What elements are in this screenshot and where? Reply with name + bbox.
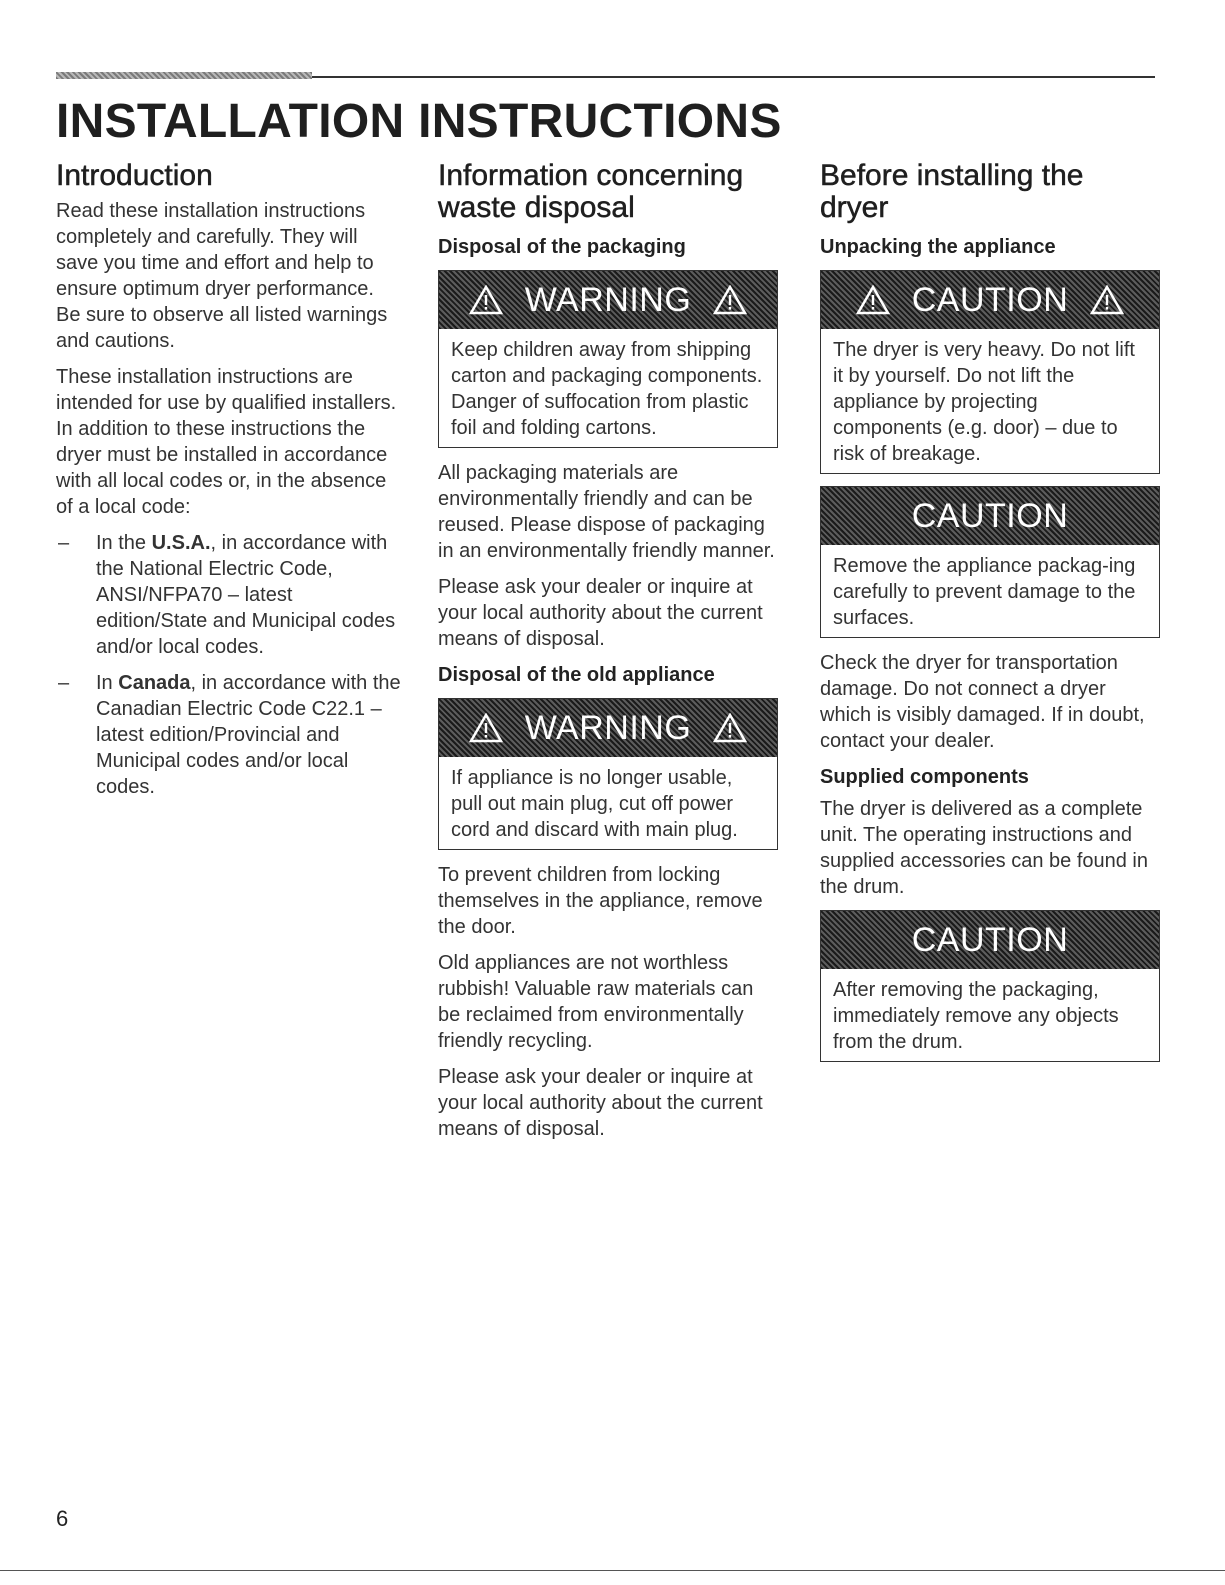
warning-triangle-icon [469,713,503,743]
page-title: INSTALLATION INSTRUCTIONS [56,95,782,148]
list-text: , in accordance with the National Electric Code, ANSI/NFPA70 – latest edition/State and Municipal codes and/or local codes. [96,532,396,658]
warning-triangle-icon [1090,285,1124,315]
bottom-rule [0,1570,1225,1571]
list-dash: – [58,672,70,694]
intro-paragraph-2: These installation instructions are intended for use by qualified installers. In addition to these instructions the dryer must be installed in accordance with all local codes or, in the absence of a local code: [56,366,397,518]
warning-triangle-icon [713,713,747,743]
list-dash: – [58,532,70,554]
column-introduction [56,160,401,810]
list-bold-text: U.S.A. [151,532,211,554]
subheading-supplied-components: Supplied components [820,766,1029,788]
section-heading-before-installing: Before installing the dryer [820,159,1084,224]
caution-header [821,487,1159,545]
list-bold-text: Canada [118,672,191,694]
caution-body [821,329,1159,473]
recycling-paragraph: Old appliances are not worthless rubbish! Valuable raw materials can be reclaimed from environmentally friendly recycling. [438,952,754,1052]
list-item [56,670,401,800]
caution-box [820,270,1160,474]
caution-text: After removing the packaging, immediately remove any objects from the drum. [833,979,1119,1053]
header-rule-line [312,76,1155,78]
intro-paragraph-1: Read these installation instructions completely and carefully. They will save you time and effort and help to ensure optimum dryer performance. Be sure to observe all listed warnings and cautions. [56,200,388,352]
warning-body [439,757,777,849]
section-heading-introduction: Introduction [56,159,213,192]
caution-box [820,910,1160,1062]
caution-body [821,545,1159,637]
caution-text: Remove the appliance packag-ing carefully to prevent damage to the surfaces. [833,555,1136,629]
warning-header [439,699,777,757]
subheading-packaging-disposal: Disposal of the packaging [438,236,686,258]
subheading-old-appliance: Disposal of the old appliance [438,664,715,686]
children-paragraph: To prevent children from locking themselves in the appliance, remove the door. [438,864,763,938]
warning-triangle-icon [856,285,890,315]
warning-body [439,329,777,447]
warning-title: WARNING [524,280,692,319]
page-number: 6 [56,1506,69,1531]
caution-title: CAUTION [911,280,1069,319]
caution-text: The dryer is very heavy. Do not lift it by yourself. Do not lift the appliance by projecting components (e.g. door) – due to risk of breakage. [833,339,1135,465]
packaging-paragraph: All packaging materials are environmentally friendly and can be reused. Please dispose of packaging in an environmentally friendly manner. [438,462,775,562]
code-list [56,530,401,800]
list-text: In [96,672,119,694]
warning-triangle-icon [713,285,747,315]
dealer-paragraph-2: Please ask your dealer or inquire at your local authority about the current means of disposal. [438,1066,763,1140]
caution-header [821,271,1159,329]
caution-body [821,969,1159,1061]
warning-text: Keep children away from shipping carton and packaging components. Danger of suffocation from plastic foil and folding cartons. [451,339,763,439]
header-rule-bar [56,72,312,79]
caution-title: CAUTION [911,496,1069,535]
section-heading-waste-disposal: Information concerning waste disposal [438,159,744,224]
column-before-installing [820,160,1160,1074]
caution-box [820,486,1160,638]
column-waste-disposal [438,160,778,1152]
supplied-paragraph: The dryer is delivered as a complete unit. The operating instructions and supplied accessories can be found in the drum. [820,798,1148,898]
subheading-unpacking: Unpacking the appliance [820,236,1056,258]
list-item [56,530,401,660]
warning-box [438,698,778,850]
warning-box [438,270,778,448]
dealer-paragraph-1: Please ask your dealer or inquire at your local authority about the current means of disposal. [438,576,763,650]
damage-check-paragraph: Check the dryer for transportation damage. Do not connect a dryer which is visibly damaged. If in doubt, contact your dealer. [820,652,1145,752]
warning-header [439,271,777,329]
list-text: , in accordance with the Canadian Electric Code C22.1 – latest edition/Provincial and Municipal codes and/or local codes. [96,672,401,798]
warning-triangle-icon [469,285,503,315]
caution-header [821,911,1159,969]
warning-text: If appliance is no longer usable, pull out main plug, cut off power cord and discard with main plug. [451,767,738,841]
caution-title: CAUTION [911,920,1069,959]
warning-title: WARNING [524,708,692,747]
list-text: In the [96,532,152,554]
